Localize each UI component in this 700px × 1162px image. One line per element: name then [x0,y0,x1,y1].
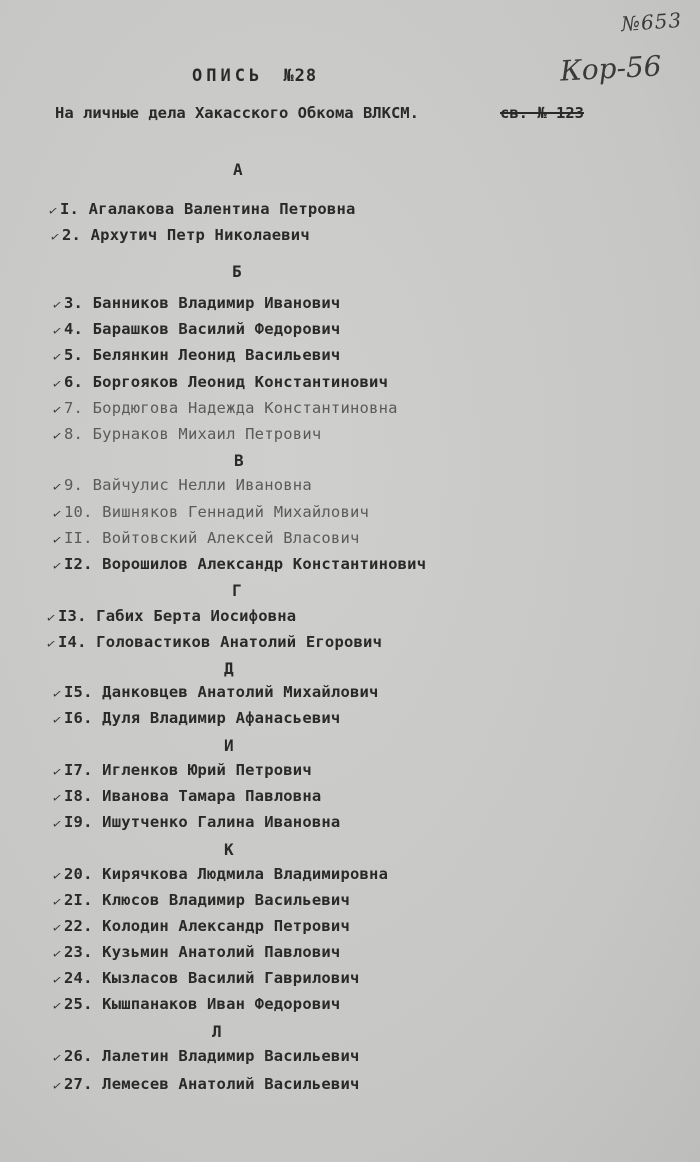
entry-number: I4. [58,633,87,651]
checkmark-icon: ✓ [50,1050,64,1066]
list-item [52,709,340,727]
title-number: №28 [283,66,318,86]
section-letter: В [234,451,244,470]
list-item [52,476,312,494]
checkmark-icon: ✓ [50,686,64,702]
checkmark-icon: ✓ [50,349,64,365]
list-item [46,633,382,651]
checkmark-icon: ✓ [48,229,62,245]
entry-name: Ишутченко Галина Ивановна [102,813,341,831]
entry-name: Бордюгова Надежда Константиновна [92,399,398,417]
list-item [50,226,310,244]
entry-number: 26. [64,1047,93,1065]
entry-number: 6. [64,373,84,391]
entry-name: Головастиков Анатолий Егорович [96,633,383,651]
entry-number: II. [64,529,93,547]
list-item [52,294,340,312]
list-item [52,1047,360,1065]
list-item [52,969,360,987]
list-item [52,865,388,883]
list-item [48,200,356,218]
checkmark-icon: ✓ [50,972,64,988]
list-item [52,995,340,1013]
entry-number: 3. [64,294,84,312]
entry-name: Кирячкова Людмила Владимировна [102,865,389,883]
list-item [52,917,350,935]
entry-number: 5. [64,346,84,364]
section-letter: Б [232,262,242,281]
entry-number: I7. [64,761,93,779]
entry-name: Боргояков Леонид Константинович [92,373,389,391]
checkmark-icon: ✓ [44,610,58,626]
entry-name: Лемесев Анатолий Васильевич [102,1075,360,1093]
checkmark-icon: ✓ [50,790,64,806]
list-item [52,320,340,338]
entry-name: Ворошилов Александр Константинович [102,555,427,573]
checkmark-icon: ✓ [50,946,64,962]
entry-name: Банников Владимир Иванович [92,294,341,312]
list-item [52,346,340,364]
page-title [192,66,317,86]
checkmark-icon: ✓ [50,428,64,444]
entry-name: Агалакова Валентина Петровна [88,200,356,218]
entry-name: Игленков Юрий Петрович [102,761,312,779]
entry-name: Архутич Петр Николаевич [90,226,310,244]
list-item [52,555,426,573]
entry-number: 22. [64,917,93,935]
checkmark-icon: ✓ [50,816,64,832]
section-letter: Д [224,659,234,678]
section-letter: Г [232,581,242,600]
entry-number: 4. [64,320,84,338]
entry-name: Белянкин Леонид Васильевич [92,346,341,364]
list-item [52,373,388,391]
checkmark-icon: ✓ [50,868,64,884]
entry-number: I5. [64,683,93,701]
checkmark-icon: ✓ [50,402,64,418]
entry-number: 27. [64,1075,93,1093]
list-item [52,787,321,805]
checkmark-icon: ✓ [50,479,64,495]
entry-name: Данковцев Анатолий Михайлович [102,683,379,701]
list-item [52,683,379,701]
entry-name: Кышпанаков Иван Федорович [102,995,341,1013]
entry-name: Дуля Владимир Афанасьевич [102,709,341,727]
entry-name: Барашков Василий Федорович [92,320,341,338]
entry-number: 25. [64,995,93,1013]
title-text: ОПИСЬ [192,66,264,86]
checkmark-icon: ✓ [50,894,64,910]
entry-name: Иванова Тамара Павловна [102,787,322,805]
section-letter: А [233,160,243,179]
page-subtitle: На личные дела Хакасского Обкома ВЛКСМ. [55,104,419,122]
entry-number: I6. [64,709,93,727]
checkmark-icon: ✓ [50,712,64,728]
checkmark-icon: ✓ [50,506,64,522]
checkmark-icon: ✓ [50,323,64,339]
entry-name: Бурнаков Михаил Петрович [92,425,322,443]
list-item [52,529,360,547]
entry-number: 7. [64,399,84,417]
entry-number: 9. [64,476,84,494]
list-item [52,1075,360,1093]
checkmark-icon: ✓ [50,376,64,392]
list-item [52,943,340,961]
list-item [52,813,340,831]
checkmark-icon: ✓ [50,764,64,780]
code-annotation: Кор-56 [559,49,663,88]
entry-number: 20. [64,865,93,883]
checkmark-icon: ✓ [50,558,64,574]
entry-name: Клюсов Владимир Васильевич [102,891,350,909]
entry-number: 10. [64,503,93,521]
entry-number: 8. [64,425,84,443]
entry-name: Лалетин Владимир Васильевич [102,1047,360,1065]
list-item [52,399,398,417]
section-letter: К [224,840,234,859]
entry-number: I9. [64,813,93,831]
checkmark-icon: ✓ [50,920,64,936]
entry-number: 23. [64,943,93,961]
entry-number: 24. [64,969,93,987]
entry-name: Кызласов Василий Гаврилович [102,969,360,987]
checkmark-icon: ✓ [46,203,60,219]
list-item [52,761,312,779]
series-number-struck: св. № 123 [500,104,584,122]
checkmark-icon: ✓ [50,998,64,1014]
entry-name: Кузьмин Анатолий Павлович [102,943,341,961]
entry-name: Габих Берта Иосифовна [96,607,297,625]
entry-number: I2. [64,555,93,573]
entry-name: Войтовский Алексей Власович [102,529,360,547]
list-item [52,891,350,909]
entry-number: I3. [58,607,87,625]
list-item [52,425,321,443]
section-letter: Л [212,1022,222,1041]
archive-number-annotation: №653 [620,7,683,37]
entry-number: I8. [64,787,93,805]
list-item [52,503,369,521]
checkmark-icon: ✓ [44,636,58,652]
section-letter: И [224,736,234,755]
entry-number: 2I. [64,891,93,909]
entry-name: Вайчулис Нелли Ивановна [92,476,312,494]
entry-number: 2. [62,226,82,244]
list-item [46,607,296,625]
checkmark-icon: ✓ [50,532,64,548]
checkmark-icon: ✓ [50,1078,64,1094]
entry-name: Вишняков Геннадий Михайлович [102,503,370,521]
entry-number: I. [60,200,80,218]
entry-name: Колодин Александр Петрович [102,917,350,935]
checkmark-icon: ✓ [50,297,64,313]
